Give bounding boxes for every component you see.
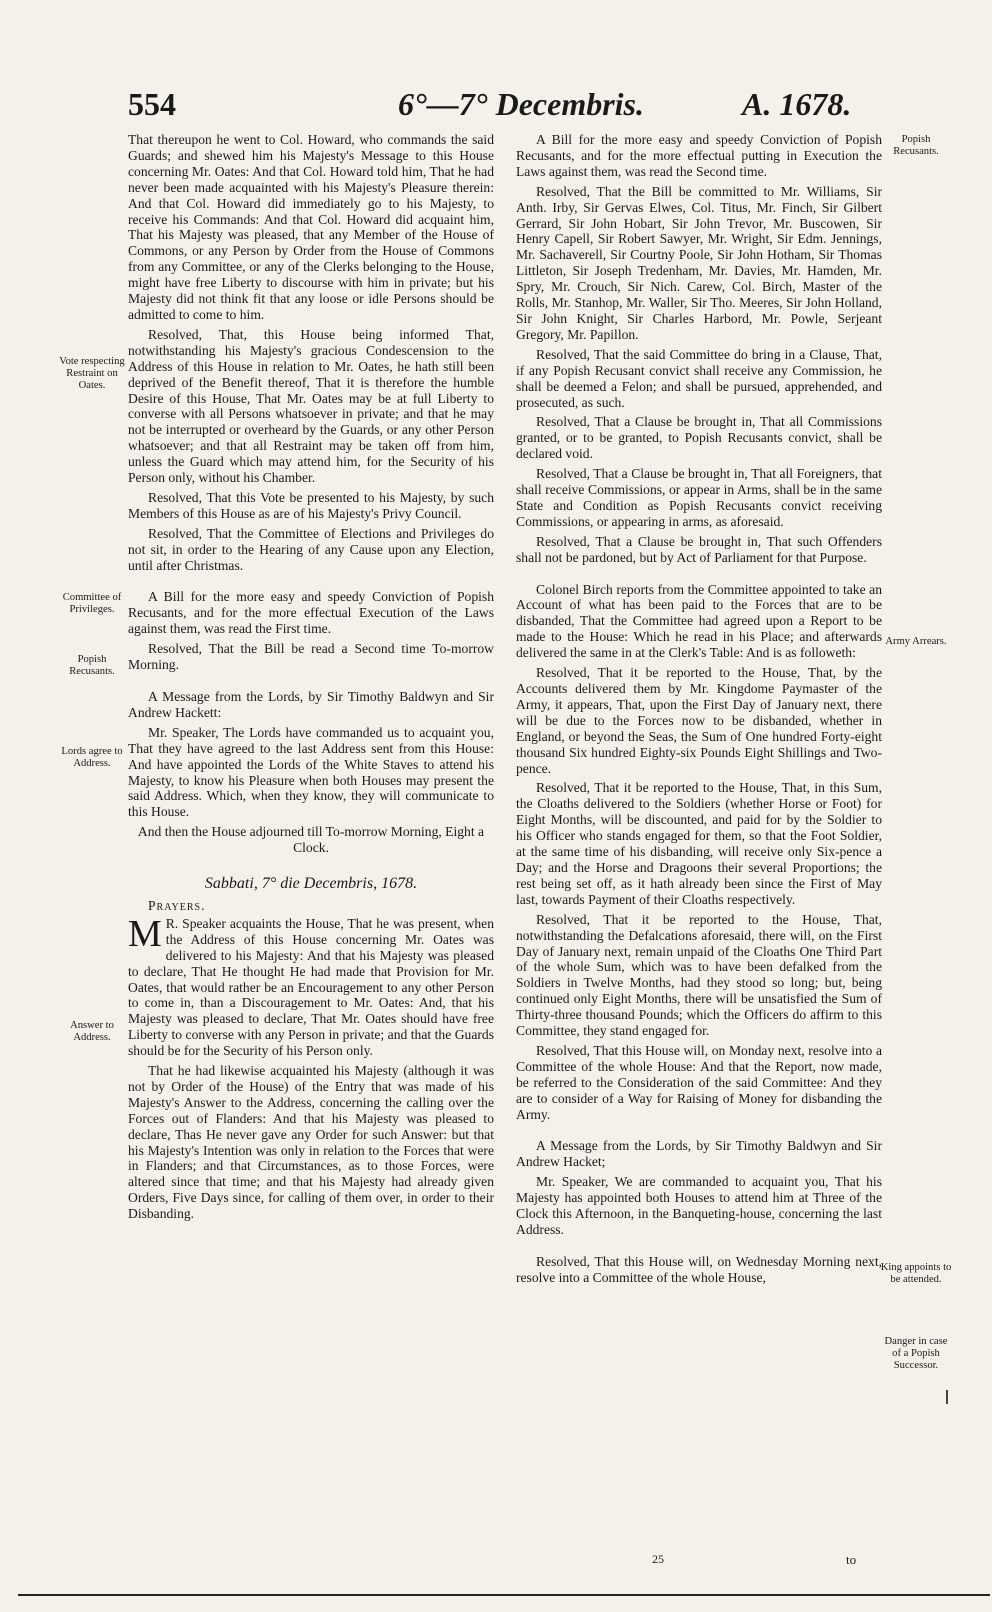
paragraph: Resolved, That the said Committee do bring in a Clause, That, if any Popish Recusant convict shall receive any Commission, he shall be deemed a Felon; and shall be pursued, apprehended, and prosecuted, as such. <box>516 346 882 410</box>
margin-note-popish-recusants: Popish Recusants. <box>69 654 115 677</box>
paragraph: Resolved, That it be reported to the House, That, notwithstanding the Defalcations aforesaid, there will, on the First Day of January next, remain unpaid of the Cloaths One Third Part of the whole Sum, which was to have been defalked from the Soldiers in Twelve Months, had they stood so long; but, being continued only Eight Months, there will be unsatisfied the Sum of Thirty-three thousand Pounds; which the Officers do affirm to this Committee, they stand engaged for. <box>516 911 882 1039</box>
paragraph-text: R. Speaker acquaints the House, That he was present, when the Address of this House concerning Mr. Oates was delivered to his Majesty: And that his Majesty was pleased to declare, That He thought He had made that Provision for Mr. Oates, that would rather be an Encouragement to any other Person to come in, than a Discouragement to Mr. Oates: And, that his Majesty was pleased to declare, That Mr. Oates should have free Liberty to converse with any Person in private; and that the Guards should be for the Security of his Person only. <box>128 915 494 1059</box>
paragraph: A Message from the Lords, by Sir Timothy Baldwyn and Sir Andrew Hacket; <box>516 1138 882 1170</box>
paragraph: Resolved, That it be reported to the House, That, by the Accounts delivered them by Mr. Kingdome Paymaster of the Army, it appears, That, upon the First Day of January next, there will be due to the Forces now to be disbanded, whether in England, or beyond the Seas, the Sum of One hundred Forty-eight thousand Six hundred Eighty-six Pounds Eight Shillings and Two-pence. <box>516 665 882 776</box>
paragraph: Colonel Birch reports from the Committee appointed to take an Account of what has been paid to the Forces that are to be disbanded, That the Committee had agreed upon a Report to be made to the House: Which he read in his Place; and afterwards delivered the same in at the Clerk's Table: And is as followeth: <box>516 581 882 661</box>
paragraph: Mr. Speaker, We are commanded to acquaint you, That his Majesty has appointed both Houses to attend him at Three of the Clock this Afternoon, in the Banqueting-house, concerning the last Address. <box>516 1174 882 1237</box>
paragraph: Resolved, That the Committee of Elections and Privileges do not sit, in order to the Hearing of any Cause upon any Election, until after Christmas. <box>128 525 494 573</box>
paragraph: Resolved, That a Clause be brought in, That such Offenders shall not be pardoned, but by Act of Parliament for that Purpose. <box>516 533 882 565</box>
margin-note-danger-successor: Danger in case of a Popish Successor. <box>884 1336 948 1371</box>
adjournment-line: And then the House adjourned till To-morrow Morning, Eight a Clock. <box>137 824 485 856</box>
margin-note-popish-recusants-right: Popish Recusants. <box>893 134 939 157</box>
paragraph: That thereupon he went to Col. Howard, who commands the said Guards; and shewed him his Majesty's Message to this House concerning Mr. Oates: And that Col. Howard told him, That he had never been made acquainted with his Majesty's Pleasure therein: And that Col. Howard did immediately go to his Majesty, to receive his Commands: And that Col. Howard did acquaint him, That his Majesty was pleased, that any Member of the House of Commons, or any Person by Order from the House of Commons from any Committee, or any of the Clerks belonging to the House, might have free Liberty to discourse with him in private; but his Majesty did not think fit that any loose or idle Persons should be admitted to come to him. <box>128 132 494 322</box>
paragraph: Resolved, That this Vote be presented to his Majesty, by such Members of this House as are of his Majesty's Privy Council. <box>128 489 494 521</box>
margin-note-king-appoints: King appoints to be attended. <box>880 1262 952 1285</box>
margin-note-army-arrears: Army Arrears. <box>885 636 947 647</box>
running-head-date: 6°—7° Decembris. <box>398 86 644 122</box>
ink-mark <box>946 1390 948 1404</box>
page-number: 554 <box>128 86 176 122</box>
bottom-rule <box>18 1594 990 1596</box>
paragraph: That he had likewise acquainted his Majesty (although it was not by Order of the House) of the Entry that was made of his Majesty's Answer to the Address, concerning the calling over the Forces out of Flanders: And that his Majesty was pleased to declare, Thas He never gave any Order for such Answer: but that his Majesty's Intention was only in relation to the Forces that were in Flanders; and that Circumstances, as to those Forces, were altered since that time; and that his Majesty had already given Orders, Five Days since, for calling of them over, in order to their Disbanding. <box>128 1063 494 1222</box>
margin-note-committee-privileges: Committee of Privileges. <box>62 592 122 615</box>
paragraph: Mr. Speaker, The Lords have commanded us to acquaint you, That they have agreed to the last Address sent from this House: And have appointed the Lords of the White Staves to attend his Majesty, to know his Pleasure when both Houses may present the said Address. Which, when they know, they will communicate to this House. <box>128 724 494 820</box>
paragraph: Resolved, That a Clause be brought in, That all Commissions granted, or to be granted, to Popish Recusants convict, shall be declared void. <box>516 414 882 462</box>
drop-cap: M <box>128 912 162 955</box>
signature-mark: 25 <box>652 1552 664 1566</box>
paragraph: Resolved, That, this House being informed That, notwithstanding his Majesty's gracious Condescension to the Address of this House in relation to Mr. Oates, he hath still been deprived of the Benefit thereof, That it is therefore the humble Desire of this House, That Mr. Oates may be at full Liberty to converse with all Persons whatsoever in private; and that he may not be interrupted or overheard by the Guards, or any other Person whatsoever; and that all Restraint may be taken off from him, unless the Guard which may attend him, for the Security of his Person only, without his Chamber. <box>128 326 494 486</box>
paragraph: Resolved, That the Bill be committed to Mr. Williams, Sir Anth. Irby, Sir Gervas Elwes, Col. Titus, Mr. Finch, Sir Gilbert Gerrard, Sir John Hobart, Sir John Trevor, Mr. Buscowen, Sir Henry Capell, Sir Robert Sawyer, Mr. Wright, Sir Edm. Jennings, Mr. Sachaverell, Sir Courtny Poole, Sir John Hotham, Sir Thomas Littleton, Sir Joseph Tredenham, Mr. Davies, Mr. Hamden, Mr. Spry, Mr. Crouch, Sir Nich. Carew, Col. Birch, Master of the Rolls, Mr. Stanhop, Mr. Waller, Sir Tho. Meeres, Sir John Holland, Sir John Knight, Sir Charles Harbord, Mr. Powle, Serjeant Gregory, Mr. Papillon. <box>516 183 882 342</box>
paragraph: Resolved, That a Clause be brought in, That all Foreigners, that shall receive Commissions, or appear in Arms, shall be in the same State and Condition as Popish Recusants convict receiving Commissions, or appearing in arms, as aforesaid. <box>516 466 882 529</box>
paragraph: Resolved, That this House will, on Wednesday Morning next, resolve into a Committee of the whole House, <box>516 1253 882 1285</box>
paragraph: A Bill for the more easy and speedy Conviction of Popish Recusants, and for the more effectual Execution of the Laws against them, was read the First time. <box>128 589 494 637</box>
left-column <box>128 132 494 1226</box>
paragraph: Resolved, That the Bill be read a Second time To-morrow Morning. <box>128 641 494 673</box>
catchword: to <box>846 1552 857 1567</box>
paragraph: A Bill for the more easy and speedy Conviction of Popish Recusants, and for the more effectual putting in Execution the Laws against them, was read the Second time. <box>516 132 882 179</box>
margin-note-lords-agree: Lords agree to Address. <box>61 746 123 769</box>
paragraph: Resolved, That this House will, on Monday next, resolve into a Committee of the whole House: And that the Report, now made, be referred to the Consideration of the said Committee: And they are to consider of a Way for Raising of Money for disbanding the Army. <box>516 1042 882 1122</box>
prayers-label: Prayers. <box>148 897 206 913</box>
paragraph: A Message from the Lords, by Sir Timothy Baldwyn and Sir Andrew Hackett: <box>128 689 494 720</box>
margin-note-answer-address: Answer to Address. <box>70 1020 114 1043</box>
right-column <box>516 132 882 1290</box>
paragraph <box>128 912 494 1059</box>
running-head-year: A. 1678. <box>742 86 852 122</box>
day-heading: Sabbati, 7° die Decembris, 1678. <box>204 875 418 893</box>
paragraph: Resolved, That it be reported to the House, That, in this Sum, the Cloaths delivered to the Soldiers (whether Horse or Foot) for Eight Months, will be discounted, and paid for by the Soldier to his Officer who stands engaged for them, so that the Foot Soldier, at the same time of his disbanding, will receive only Six-pence a Day; and the Horse and Dragoons their several Proportions; the rest being set off, as it hath already been since the First of May last, towards Payment of their Cloaths respectively. <box>516 780 882 907</box>
margin-note-vote-restraint: Vote respecting Restraint on Oates. <box>59 356 125 391</box>
